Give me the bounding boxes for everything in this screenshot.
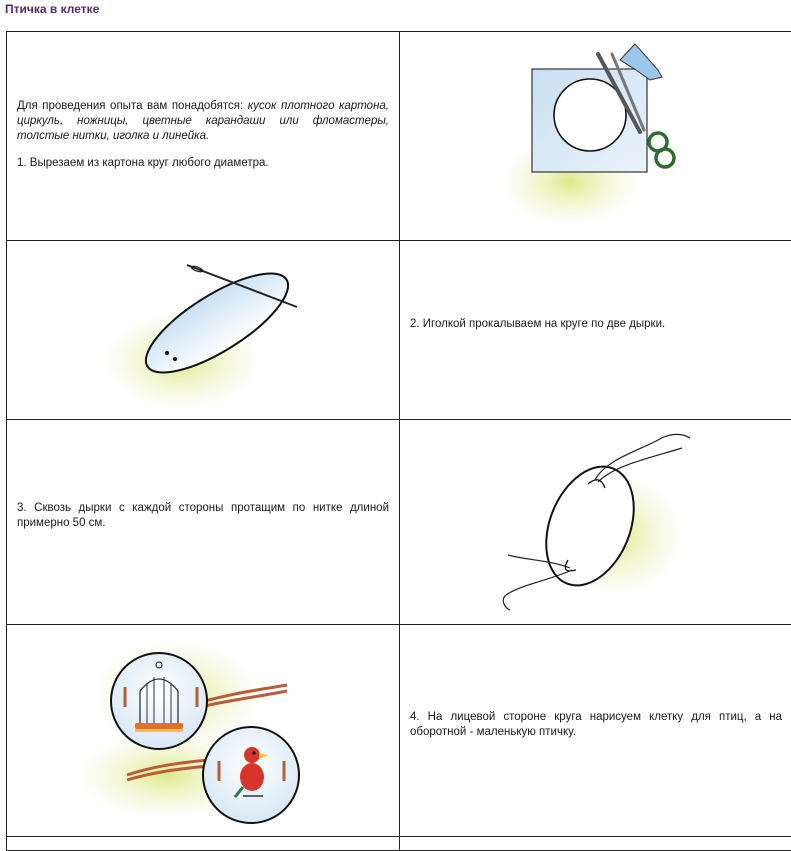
step-3-text: 3. Сквозь дырки с каждой стороны протащим по нитке длиной примерно 50 см. xyxy=(17,501,389,531)
step-1-illustration-cell xyxy=(400,32,791,241)
hole-dot xyxy=(173,357,177,361)
cardboard-circle-scissors-illustration xyxy=(400,32,791,240)
hole-dot xyxy=(165,351,169,355)
materials-intro: Для проведения опыта вам понадобятся: xyxy=(17,100,248,112)
step-4-text-cell xyxy=(400,625,791,837)
step-3-illustration-cell xyxy=(400,420,791,625)
next-row-left-cell xyxy=(7,837,400,851)
next-row-right-cell xyxy=(400,837,791,851)
instructions-table xyxy=(6,31,791,851)
step-1-text-cell xyxy=(7,32,400,241)
page-title: Птичка в клетке xyxy=(5,2,99,16)
step-2-text-cell xyxy=(400,241,791,420)
step-4-illustration-cell xyxy=(7,625,400,837)
needle-disc-illustration xyxy=(7,241,399,419)
step-row-5-partial xyxy=(7,837,791,851)
step-row-4 xyxy=(7,625,791,837)
disc-threads-illustration xyxy=(400,420,791,624)
step-2-text: 2. Иголкой прокалываем на круге по две дырки. xyxy=(410,317,782,332)
step-3-text-cell xyxy=(7,420,400,625)
step-1-text: 1. Вырезаем из картона круг любого диаметра. xyxy=(17,156,389,171)
materials-list: кусок плотного картона, циркуль, ножницы, цветные карандаши или фломастеры, толстые нитки, иголка и линейка. xyxy=(17,100,389,142)
step-4-text: 4. На лицевой стороне круга нарисуем клетку для птиц, а на оборотной - маленькую птичку. xyxy=(410,710,782,740)
step-2-illustration-cell xyxy=(7,241,400,420)
step-row-2 xyxy=(7,241,791,420)
step-row-1 xyxy=(7,32,791,241)
cage-bird-illustration xyxy=(7,625,399,836)
step-row-3 xyxy=(7,420,791,625)
materials-text xyxy=(17,99,389,144)
